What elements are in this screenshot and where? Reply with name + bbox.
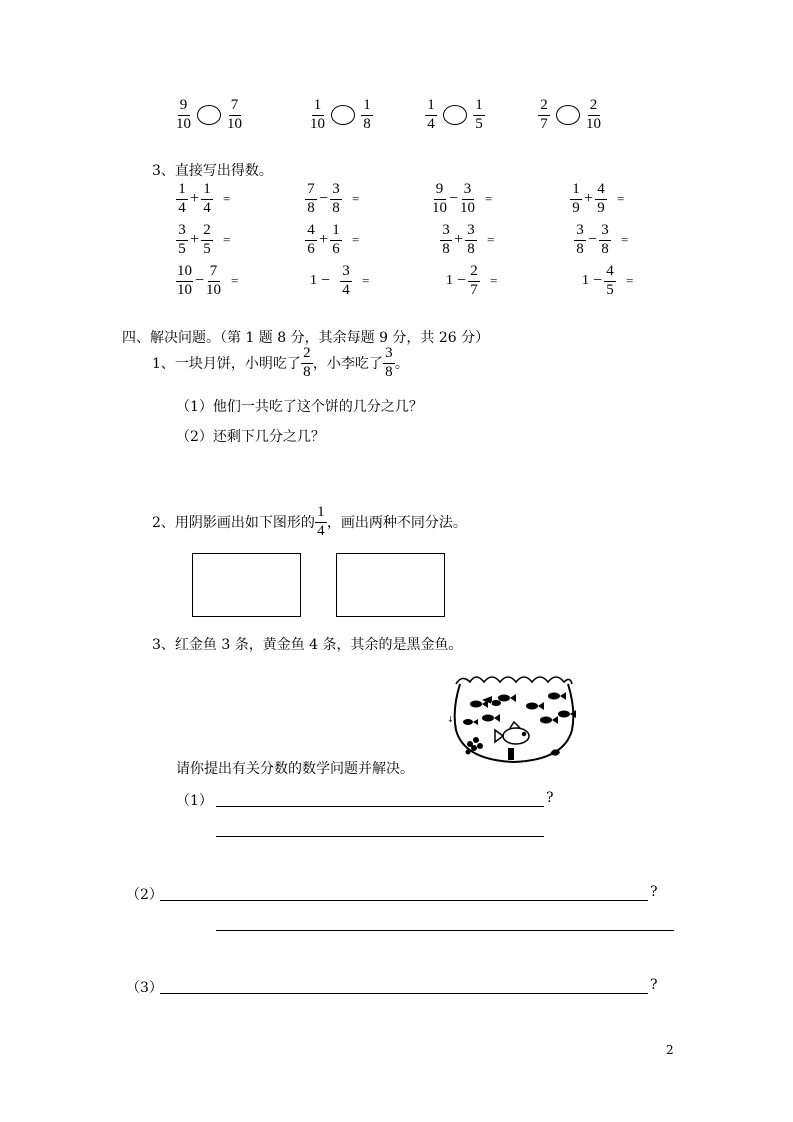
problem-1-sub-2: （2）还剩下几分之几？ (176, 429, 325, 445)
answer-line-1a[interactable] (216, 806, 544, 807)
svg-text:↓: ↓ (447, 715, 454, 724)
page-number: 2 (666, 1043, 674, 1057)
fraction: $\frac{1}{5}$ (473, 98, 485, 133)
calc-item: $\frac{3}{5}$ + $\frac{2}{5}$ = (176, 223, 230, 258)
compare-circle[interactable] (443, 105, 467, 125)
question-mark-2: ? (650, 884, 658, 900)
compare-item-1 (176, 98, 242, 133)
fraction: $\frac{2}{7}$ (538, 98, 550, 133)
q3-title: 3、直接写出得数。 (152, 163, 273, 179)
calc-item: $\frac{3}{8}$ − $\frac{3}{8}$ = (574, 223, 628, 258)
compare-circle[interactable] (556, 105, 580, 125)
fraction: $\frac{7}{10}$ (227, 97, 242, 132)
fish-bowl-illustration (446, 670, 582, 766)
fraction: $\frac{1}{8}$ (361, 98, 373, 133)
question-mark-3: ? (650, 977, 658, 993)
calc-item: $\frac{10}{10}$ − $\frac{7}{10}$ = (177, 263, 239, 298)
fraction: $\frac{1}{10}$ (310, 97, 325, 132)
problem-3-text: 3、红金鱼 3 条，黄金鱼 4 条，其余的是黑金鱼。 (152, 637, 463, 653)
problem-1-text: 1、一块月饼，小明吃了 $\frac{2}{8}$ ，小李吃了 $\frac{3}{8}$ 。 (152, 345, 409, 380)
shading-rect-2[interactable] (336, 553, 445, 617)
answer-line-2a[interactable] (160, 900, 648, 901)
problem-1-sub-1: （1）他们一共吃了这个饼的几分之几？ (176, 399, 423, 415)
compare-item-4 (538, 98, 601, 133)
calc-item: $\frac{7}{8}$ − $\frac{3}{8}$ = (305, 182, 359, 217)
fraction: $\frac{9}{10}$ (176, 97, 191, 132)
calc-item: $\frac{4}{6}$ + $\frac{1}{6}$ = (305, 223, 359, 258)
section-4-title: 四、解决问题。（第 1 题 8 分，其余每题 9 分，共 26 分） (122, 330, 490, 346)
calc-item: 1 − $\frac{4}{5}$ = (582, 263, 634, 298)
compare-item-2 (310, 98, 373, 133)
compare-circle[interactable] (197, 105, 221, 125)
calc-item: $\frac{3}{8}$ + $\frac{3}{8}$ = (440, 223, 494, 258)
calc-item: $\frac{1}{4}$ + $\frac{1}{4}$ = (176, 182, 230, 217)
answer-line-1b[interactable] (216, 836, 544, 837)
shading-rect-1[interactable] (192, 553, 301, 617)
calc-item: $\frac{9}{10}$ − $\frac{3}{10}$ = (432, 181, 493, 216)
calc-item: 1 − $\frac{2}{7}$ = (446, 263, 498, 298)
calc-item: 1 − $\frac{3}{4}$ = (310, 263, 370, 298)
fraction: $\frac{1}{4}$ (425, 98, 437, 133)
calc-item: $\frac{1}{9}$ + $\frac{4}{9}$ = (570, 182, 624, 217)
answer-label-1: （1） (176, 793, 213, 809)
fraction: $\frac{2}{10}$ (586, 97, 601, 132)
compare-circle[interactable] (331, 105, 355, 125)
problem-3-prompt: 请你提出有关分数的数学问题并解决。 (176, 761, 414, 777)
answer-line-3a[interactable] (160, 993, 648, 994)
answer-label-3: （3） (126, 980, 163, 996)
problem-2-text: 2、用阴影画出如下图形的 $\frac{1}{4}$ ，画出两种不同分法。 (152, 504, 467, 539)
answer-line-2b[interactable] (216, 930, 674, 931)
answer-label-2: （2） (126, 887, 163, 903)
question-mark-1: ? (546, 790, 554, 806)
compare-item-3 (425, 98, 485, 133)
